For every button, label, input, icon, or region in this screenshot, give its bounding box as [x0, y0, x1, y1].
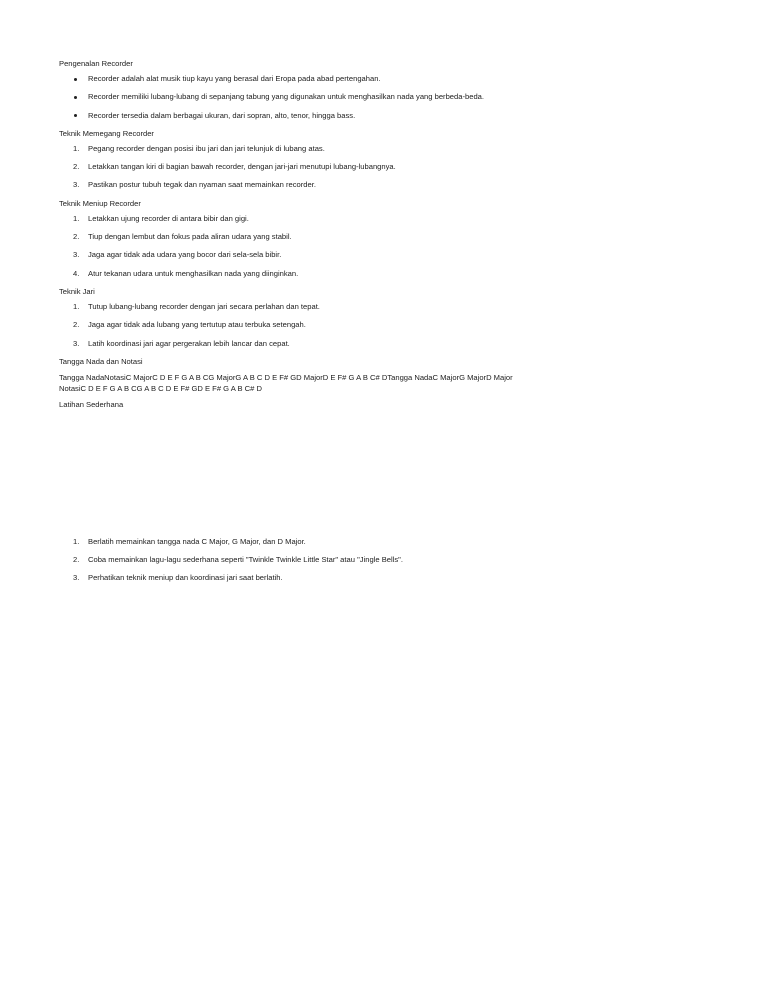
list-item: 3. Latih koordinasi jari agar pergerakan lebih lancar dan cepat. [73, 338, 290, 348]
blank-space [59, 415, 539, 537]
list-item: 2. Tiup dengan lembut dan fokus pada aliran udara yang stabil. [73, 232, 292, 242]
section-heading: Teknik Jari [59, 286, 95, 296]
number-marker: 2. [73, 232, 80, 242]
list-item: 3. Perhatikan teknik meniup dan koordinasi jari saat berlatih. [73, 573, 283, 583]
numbered-list [59, 302, 539, 349]
numbered-list [59, 214, 539, 279]
list-item: 2. Letakkan tangan kiri di bagian bawah recorder, dengan jari-jari menutupi lubang-lubangnya. [73, 162, 396, 172]
number-marker: 2. [73, 320, 80, 330]
numbered-list [59, 144, 539, 191]
list-item: Recorder memiliki lubang-lubang di sepanjang tabung yang digunakan untuk menghasilkan nada yang berbeda-beda. [88, 92, 484, 102]
list-item: 2. Jaga agar tidak ada lubang yang tertutup atau terbuka setengah. [73, 320, 306, 330]
list-item: 3. Pastikan postur tubuh tegak dan nyaman saat memainkan recorder. [73, 180, 316, 190]
list-item: 1. Tutup lubang-lubang recorder dengan jari secara perlahan dan tepat. [73, 301, 320, 311]
section-heading: Tangga Nada dan Notasi [59, 356, 143, 366]
scales-paragraph: Tangga NadaNotasiC MajorC D E F G A B CG MajorG A B C D E F# GD MajorD E F# G A B C# DTangga NadaC MajorG MajorD Major NotasiC D E F G A B CG A B C D E F# GD E F# G A B C# D [59, 372, 513, 394]
section-heading: Latihan Sederhana [59, 399, 124, 409]
number-marker: 3. [73, 250, 80, 260]
section-pengenalan-recorder [59, 59, 539, 121]
number-marker: 3. [73, 180, 80, 190]
number-marker: 1. [73, 536, 80, 546]
section-heading: Pengenalan Recorder [59, 59, 133, 68]
list-item: 1. Berlatih memainkan tangga nada C Major, G Major, dan D Major. [73, 536, 306, 546]
section-teknik-memegang [59, 129, 539, 191]
list-item: 3. Jaga agar tidak ada udara yang bocor dari sela-sela bibir. [73, 250, 282, 260]
numbered-list [59, 537, 539, 584]
list-item: 2. Coba memainkan lagu-lagu sederhana seperti "Twinkle Twinkle Little Star" atau "Jingle Bells". [73, 555, 403, 565]
number-marker: 4. [73, 268, 80, 278]
section-teknik-meniup [59, 199, 539, 279]
section-teknik-jari [59, 287, 539, 349]
number-marker: 3. [73, 338, 80, 348]
number-marker: 2. [73, 162, 80, 172]
list-item: 4. Atur tekanan udara untuk menghasilkan nada yang diinginkan. [73, 268, 299, 278]
bullet-list [59, 74, 539, 121]
section-latihan-sederhana [59, 400, 539, 584]
section-heading: Teknik Meniup Recorder [59, 198, 141, 208]
number-marker: 3. [73, 573, 80, 583]
list-item: Recorder tersedia dalam berbagai ukuran, dari sopran, alto, tenor, hingga bass. [88, 110, 356, 120]
list-item: Recorder adalah alat musik tiup kayu yang berasal dari Eropa pada abad pertengahan. [88, 74, 381, 83]
section-tangga-nada [59, 357, 539, 395]
number-marker: 1. [73, 143, 80, 153]
document-body [59, 59, 539, 592]
number-marker: 1. [73, 213, 80, 223]
section-heading: Teknik Memegang Recorder [59, 128, 154, 138]
list-item: 1. Letakkan ujung recorder di antara bibir dan gigi. [73, 213, 249, 223]
list-item: 1. Pegang recorder dengan posisi ibu jari dan jari telunjuk di lubang atas. [73, 143, 325, 153]
number-marker: 2. [73, 555, 80, 565]
number-marker: 1. [73, 301, 80, 311]
